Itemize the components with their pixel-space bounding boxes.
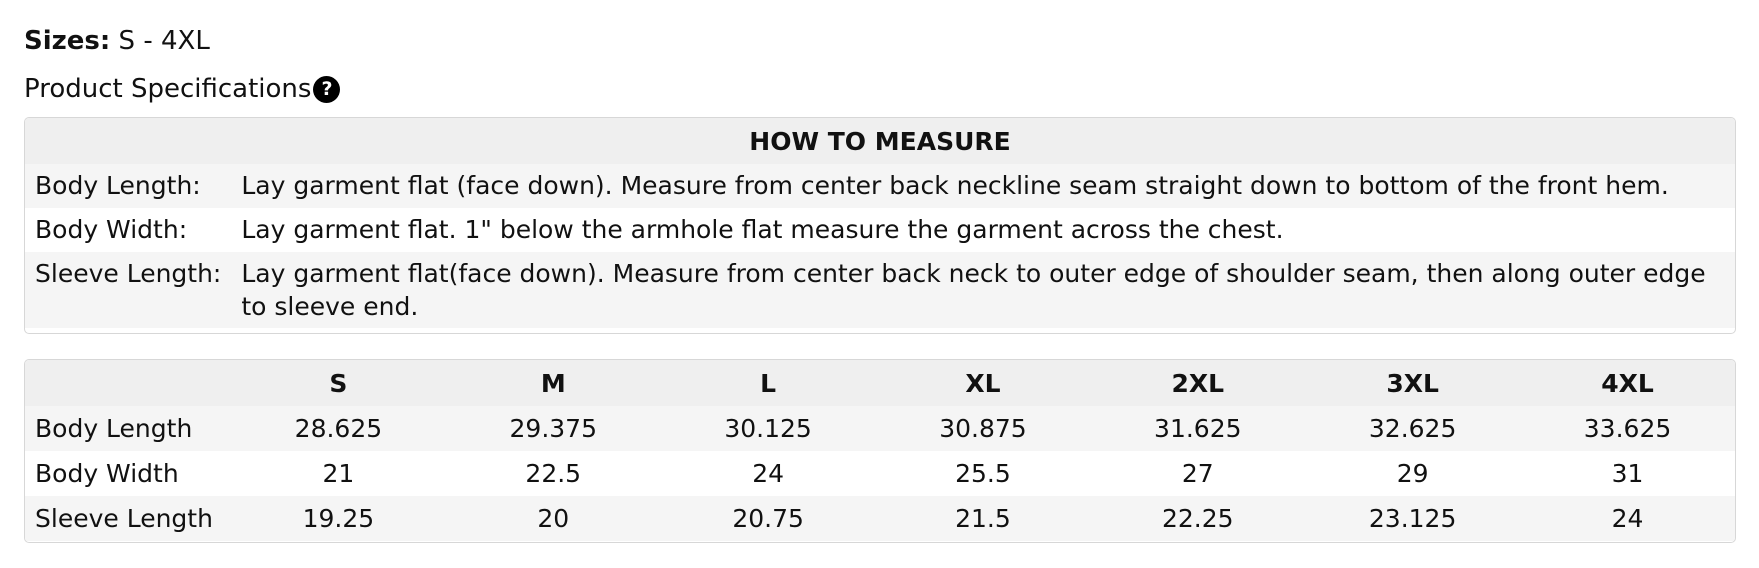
table-cell: 20.75: [661, 496, 876, 541]
measure-row-body-length: [25, 164, 1735, 208]
table-cell: 30.875: [876, 406, 1091, 451]
measure-label: Sleeve Length:: [25, 252, 231, 328]
table-cell: 19.25: [231, 496, 446, 541]
row-label: Body Width: [25, 451, 231, 496]
table-cell: 25.5: [876, 451, 1091, 496]
measure-row-sleeve-length: [25, 252, 1735, 328]
table-cell: 20: [446, 496, 661, 541]
sizes-label: Sizes:: [24, 26, 111, 56]
measure-instructions: Lay garment flat. 1" below the armhole flat measure the garment across the chest.: [231, 208, 1735, 252]
table-cell: 21: [231, 451, 446, 496]
measure-label: Body Width:: [25, 208, 231, 252]
product-specifications-title: [24, 70, 340, 108]
table-row: [25, 451, 1735, 496]
size-column-header: 4XL: [1520, 360, 1735, 406]
how-to-measure-table: [24, 117, 1736, 334]
table-cell: 31.625: [1090, 406, 1305, 451]
table-cell: 33.625: [1520, 406, 1735, 451]
size-chart-table: [24, 359, 1736, 543]
size-column-header: S: [231, 360, 446, 406]
measure-instructions: Lay garment flat(face down). Measure from center back neck to outer edge of shoulder seam, then along outer edge to sleeve end.: [231, 252, 1735, 328]
measure-label: Body Length:: [25, 164, 231, 208]
table-cell: 30.125: [661, 406, 876, 451]
row-label: Body Length: [25, 406, 231, 451]
table-cell: 28.625: [231, 406, 446, 451]
how-to-measure-heading: HOW TO MEASURE: [25, 118, 1735, 164]
size-column-header: L: [661, 360, 876, 406]
sizes-line: [24, 22, 210, 60]
size-column-header: 3XL: [1305, 360, 1520, 406]
measure-instructions: Lay garment flat (face down). Measure from center back neckline seam straight down to bottom of the front hem.: [231, 164, 1735, 208]
sizes-value: S - 4XL: [118, 26, 210, 56]
table-cell: 22.5: [446, 451, 661, 496]
product-specifications-label: Product Specifications: [24, 74, 312, 104]
table-cell: 29: [1305, 451, 1520, 496]
table-cell: 24: [1520, 496, 1735, 541]
table-cell: 23.125: [1305, 496, 1520, 541]
table-cell: 21.5: [876, 496, 1091, 541]
table-row: [25, 496, 1735, 541]
table-cell: 32.625: [1305, 406, 1520, 451]
table-cell: 27: [1090, 451, 1305, 496]
table-cell: 22.25: [1090, 496, 1305, 541]
table-cell: 24: [661, 451, 876, 496]
size-chart-header-row: [25, 360, 1735, 406]
size-column-header: M: [446, 360, 661, 406]
question-circle-icon[interactable]: ?: [313, 76, 340, 103]
measure-row-body-width: [25, 208, 1735, 252]
size-column-header: 2XL: [1090, 360, 1305, 406]
table-cell: 31: [1520, 451, 1735, 496]
table-cell: 29.375: [446, 406, 661, 451]
row-label: Sleeve Length: [25, 496, 231, 541]
table-row: [25, 406, 1735, 451]
size-column-header: XL: [876, 360, 1091, 406]
size-chart-corner: [25, 360, 231, 406]
